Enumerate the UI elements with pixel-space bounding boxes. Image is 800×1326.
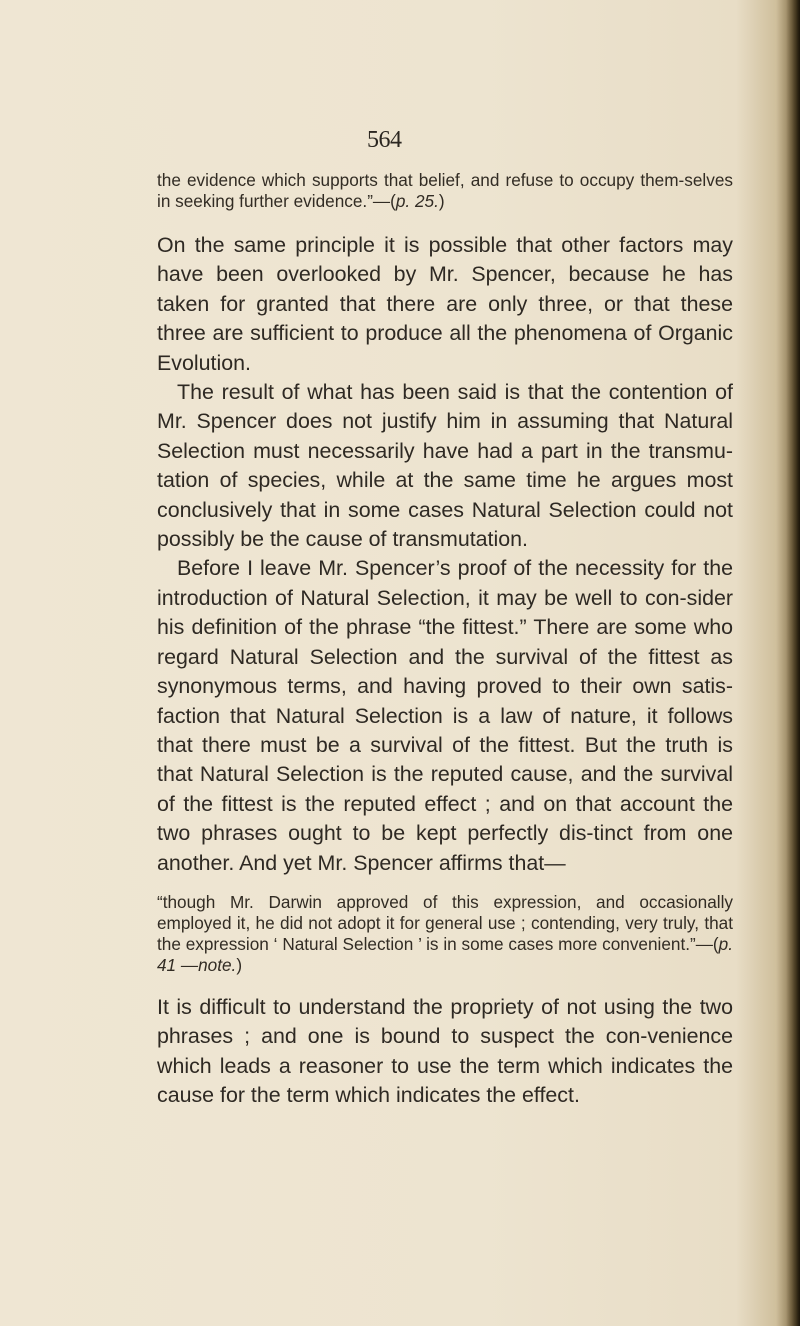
paragraph-other-factors: On the same principle it is possible that other factors may have been overlooked by Mr. Spencer, because he has taken for granted that there are only three, or that these three are sufficient to produce all the phenomena of Organic Evolution. <box>157 233 733 375</box>
paragraph-definition-fittest: Before I leave Mr. Spencer’s proof of the necessity for the introduction of Natural Selection, it may be well to con-sider his definition of the phrase “the fittest.” There are some who regard Natural Selection and the survival of the fittest as synonymous terms, and having proved to their own satis-faction that Natural Selection is a law of nature, it follows that there must be a survival of the fittest. But the truth is that Natural Selection is the reputed cause, and the survival of the fittest is the reputed effect ; and on that account the two phrases ought to be kept perfectly dis-tinct from one another. And yet Mr. Spencer affirms that— <box>157 556 733 875</box>
darwin-quotation <box>157 892 733 976</box>
page-reference: p. 25. <box>395 191 439 211</box>
continued-quotation-end: ) <box>438 191 445 211</box>
paragraph-contention: The result of what has been said is that the contention of Mr. Spencer does not justify him in assuming that Natural Selection must necessarily have had a part in the transmu-tation of species, while at the same time he argues most conclusively that in some cases Natural Selection could not possibly be the cause of transmutation. <box>157 380 733 552</box>
darwin-quotation-end: ) <box>236 954 243 975</box>
quotation-page-reference: p. 41 —note. <box>157 933 733 975</box>
page-body <box>157 126 733 1111</box>
continued-quotation-text: the evidence which supports that belief, and refuse to occupy them-selves in seeking further evidence.”—( <box>157 170 733 211</box>
continued-quotation <box>157 170 733 212</box>
darwin-quotation-text: “though Mr. Darwin approved of this expression, and occasionally employed it, he did not adopt it for general use ; contending, very truly, that the expression ‘ Natural Selection ’ is in some cases more convenient.”—( <box>157 891 733 954</box>
page-number: 564 <box>367 127 402 153</box>
paragraph-propriety: It is difficult to understand the propriety of not using the two phrases ; and one is bound to suspect the con-venience which leads a reasoner to use the term which indicates the cause for the term which indicates the effect. <box>157 994 733 1108</box>
page-edge-shadow <box>786 0 800 1326</box>
